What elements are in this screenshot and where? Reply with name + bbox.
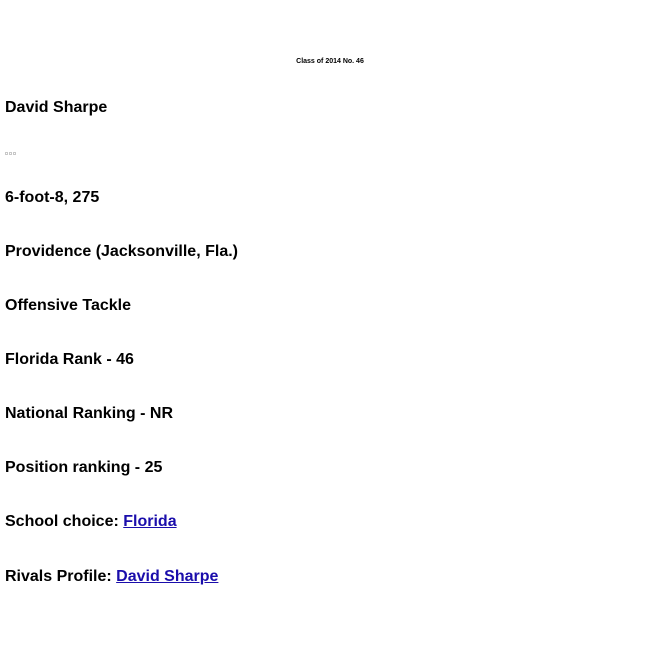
rivals-profile-link[interactable]: David Sharpe: [116, 568, 219, 585]
class-rank-heading: Class of 2014 No. 46: [296, 58, 364, 65]
school-choice-label: School choice:: [5, 513, 124, 530]
player-school: Providence (Jacksonville, Fla.): [5, 243, 238, 260]
player-position: Offensive Tackle: [5, 297, 131, 314]
national-ranking: National Ranking - NR: [5, 405, 174, 422]
player-size: 6-foot-8, 275: [5, 189, 100, 206]
rivals-profile-label: Rivals Profile:: [5, 568, 117, 585]
player-name: David Sharpe: [5, 99, 108, 116]
florida-rank: Florida Rank - 46: [5, 351, 134, 368]
position-ranking: Position ranking - 25: [5, 459, 163, 476]
broken-image-icon: [5, 152, 16, 155]
school-choice-link[interactable]: Florida: [123, 513, 177, 530]
school-choice-row: [5, 512, 177, 532]
rivals-profile-row: [5, 567, 218, 587]
